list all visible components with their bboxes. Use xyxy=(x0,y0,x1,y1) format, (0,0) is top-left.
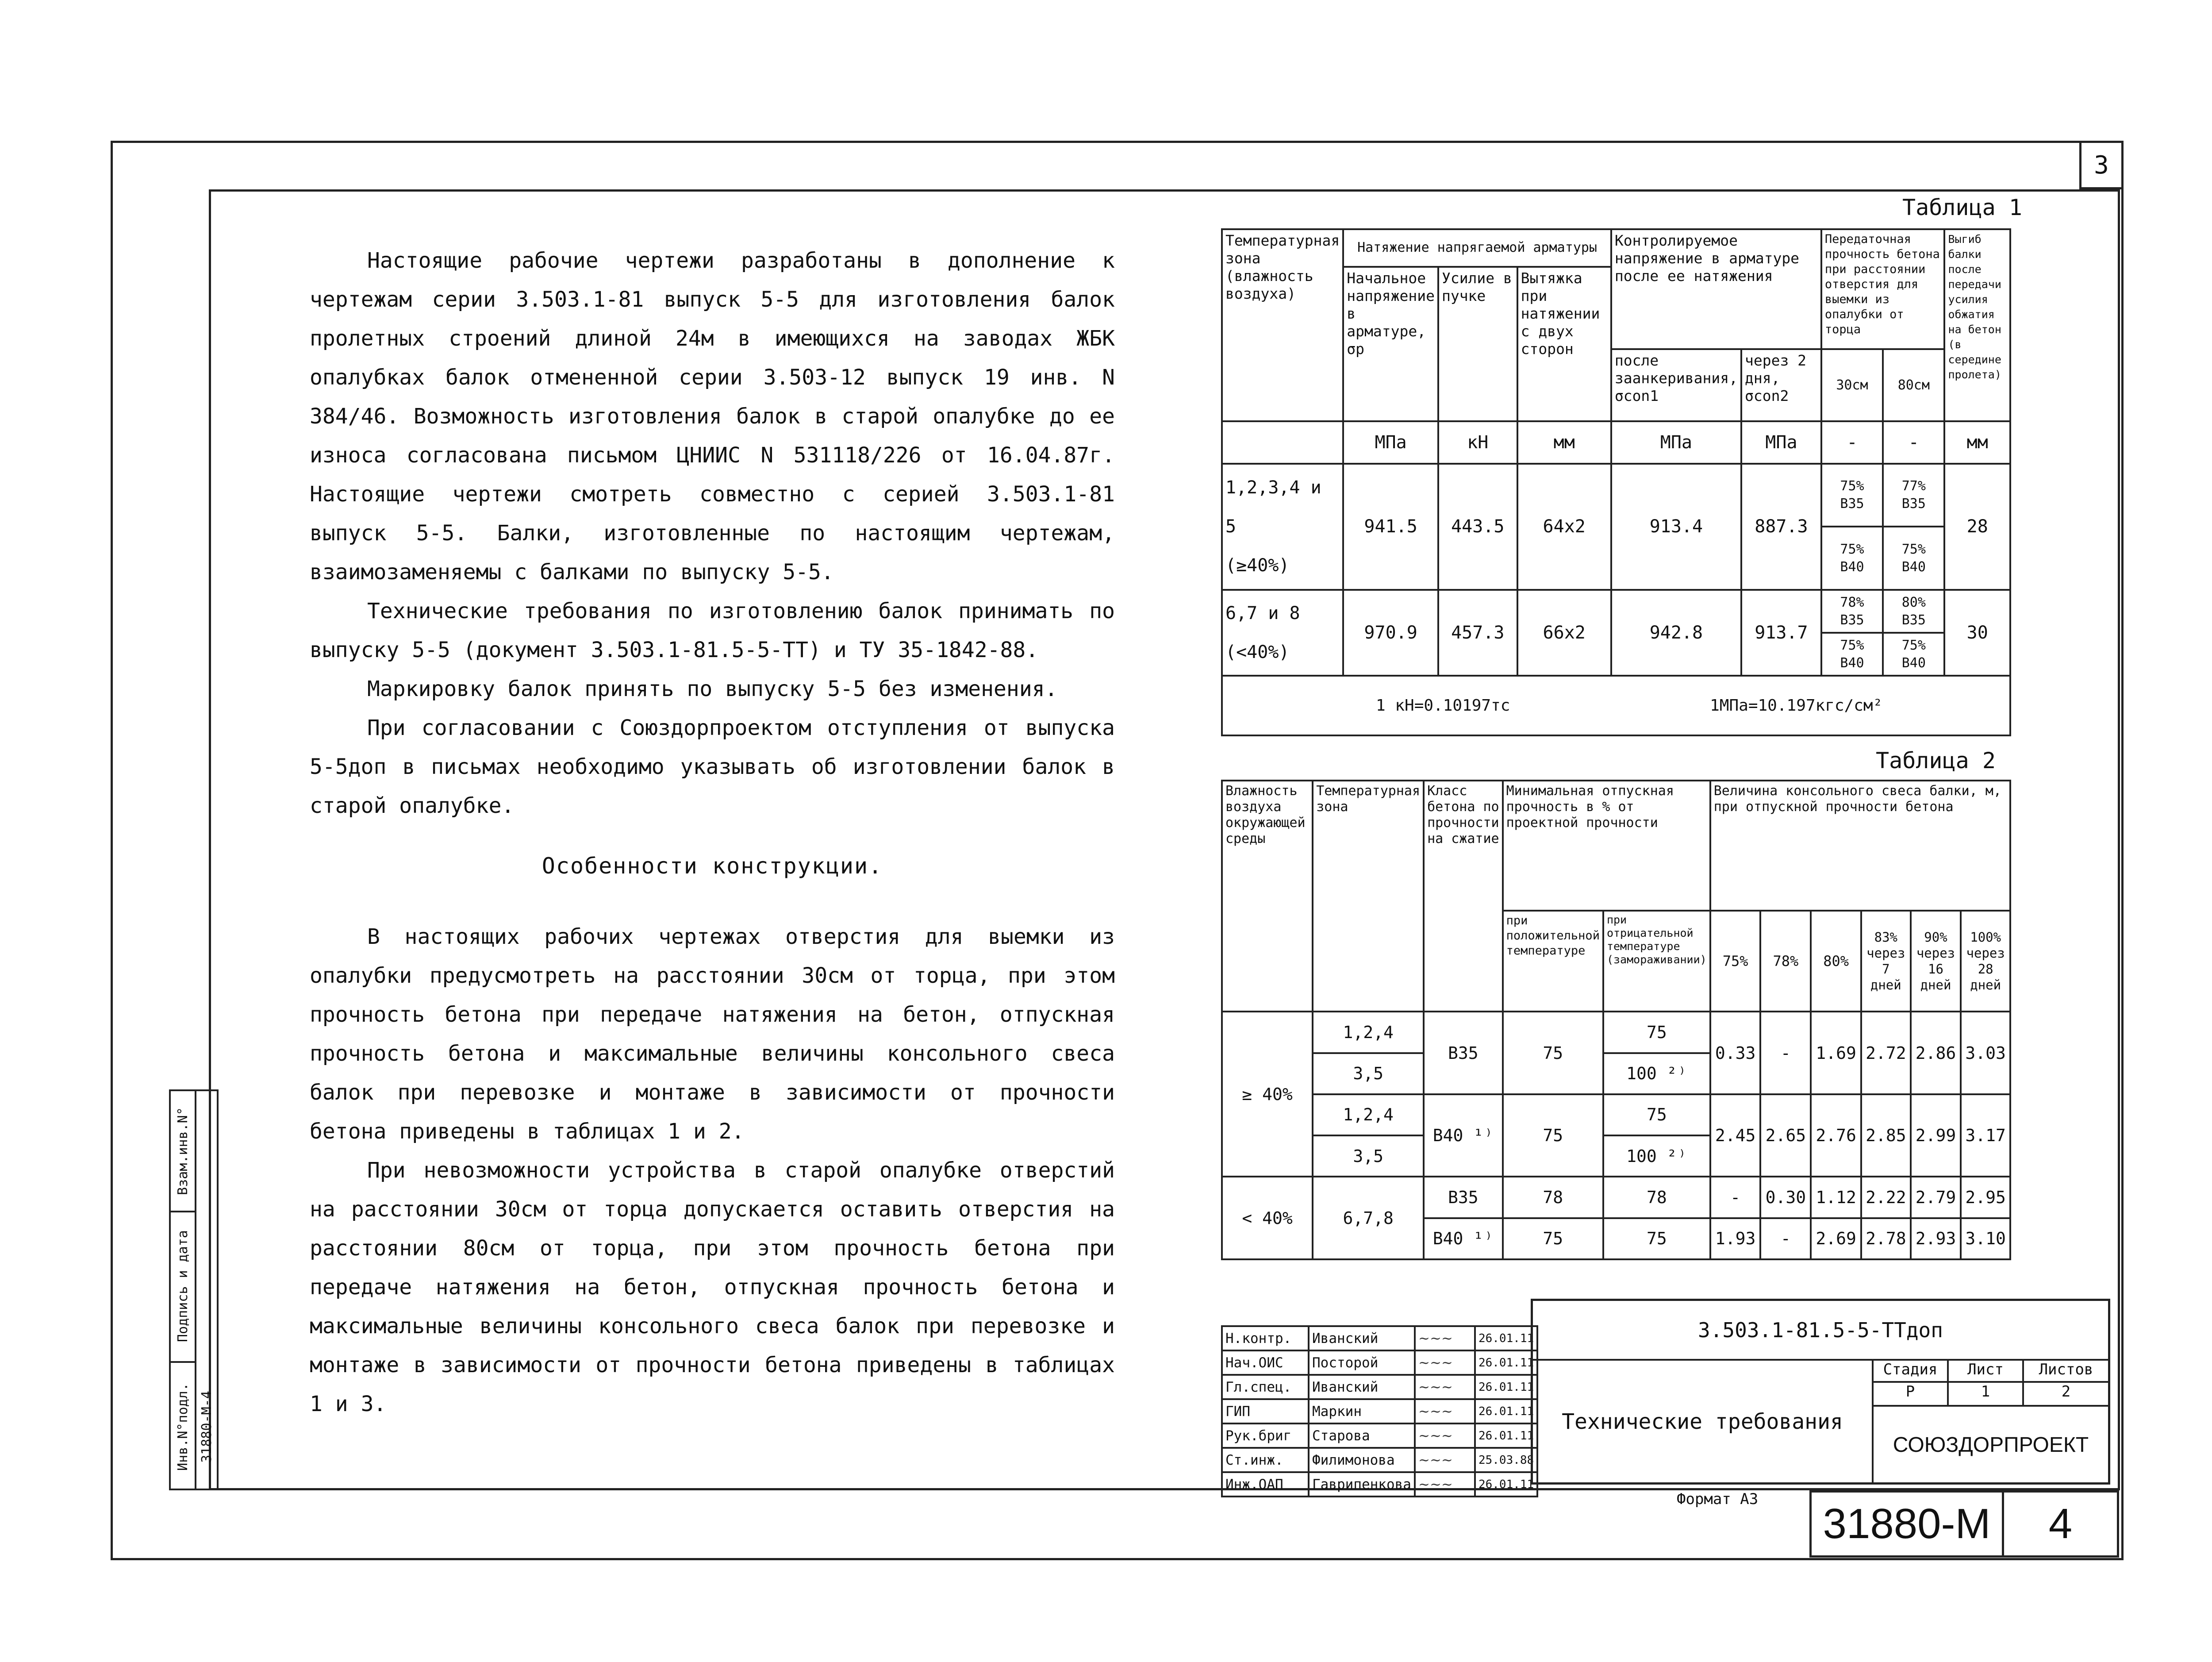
sign-date: 25.03.88 xyxy=(1475,1448,1537,1472)
t2-class: В40 ¹⁾ xyxy=(1424,1094,1503,1177)
t2-header-83: 83% через 7 дней xyxy=(1861,911,1911,1012)
t1-draw: 66x2 xyxy=(1517,590,1611,676)
t1-transfer-80: 77% В35 xyxy=(1883,464,1944,527)
t2-humidity: ≥ 40% xyxy=(1222,1012,1313,1177)
paragraph: В настоящих рабочих чертежах отверстия для выемки из опалубки предусмотреть на расстоянии 30см от торца, при этом прочность бетона при передаче натяжения на бетон, отпускная прочность бетона и максимальные величины консольного свеса балок при перевозке и монтаже в зависимости от прочности бетона приведены в таблицах 1 и 2. xyxy=(310,924,1115,1144)
organization: СОЮЗДОРПРОЕКТ xyxy=(1893,1433,2089,1457)
signer-name: Маркин xyxy=(1309,1399,1415,1423)
t1-header-2days: через 2 дня, σcon2 xyxy=(1741,349,1821,421)
table-row xyxy=(1222,1448,1537,1472)
t2-negative: 100 ²⁾ xyxy=(1603,1135,1710,1177)
t2-negative: 75 xyxy=(1603,1094,1710,1135)
t1-humidity: (≥40%) xyxy=(1225,555,1290,576)
signer-name: Старова xyxy=(1309,1423,1415,1448)
sheets-header: Листов xyxy=(2024,1361,2108,1383)
t1-transfer-30: 75% В40 xyxy=(1821,527,1883,590)
t1-zone: 1,2,3,4 и 5 xyxy=(1225,477,1321,537)
t2-value: 1.12 xyxy=(1811,1177,1861,1218)
table-row xyxy=(1222,1094,2010,1135)
t1-header-force: Усилие в пучке xyxy=(1438,267,1517,422)
signature-mark: ~~~ xyxy=(1415,1399,1475,1423)
stage-header: Стадия xyxy=(1874,1361,1949,1383)
t2-value: 2.93 xyxy=(1911,1218,1961,1259)
table-row xyxy=(1222,590,2010,633)
t2-header-90: 90% через 16 дней xyxy=(1911,911,1961,1012)
t1-force: 457.3 xyxy=(1438,590,1517,676)
table-row xyxy=(1222,1375,1537,1399)
t1-transfer-30: 75% В40 xyxy=(1821,633,1883,676)
t2-class: В35 xyxy=(1424,1177,1503,1218)
stage-value: Р xyxy=(1874,1383,1949,1405)
t2-header-80: 80% xyxy=(1811,911,1861,1012)
t1-header-30: 30см xyxy=(1821,349,1883,421)
t1-header-zone: Температурная зона (влажность воздуха) xyxy=(1222,229,1343,421)
signer-name: Гаврипенкова xyxy=(1309,1472,1415,1497)
table-row xyxy=(1222,1423,1537,1448)
paragraph: Технические требования по изготовлению балок принимать по выпуску 5-5 (документ 3.503.1-81.5-5-ТТ) и ТУ 35-1842-88. xyxy=(310,599,1115,662)
t2-positive: 75 xyxy=(1503,1094,1603,1177)
format-label: Формат А3 xyxy=(1677,1490,1759,1508)
table2-caption: Таблица 2 xyxy=(1876,748,1996,773)
t2-header-class: Класс бетона по прочности на сжатие xyxy=(1424,781,1503,1012)
t2-class: В40 ¹⁾ xyxy=(1424,1218,1503,1259)
signer-role: Нач.ОИС xyxy=(1222,1350,1309,1375)
signer-name: Иванский xyxy=(1309,1326,1415,1350)
t1-header-control: Контролируемое напряжение в арматуре после ее натяжения xyxy=(1611,229,1821,349)
t2-value: 2.69 xyxy=(1811,1218,1861,1259)
t2-value: 0.33 xyxy=(1710,1012,1761,1094)
signer-name: Иванский xyxy=(1309,1375,1415,1399)
archive-number: 31880-М xyxy=(1812,1493,2004,1555)
table-row xyxy=(1222,464,2010,527)
t2-value: - xyxy=(1760,1218,1811,1259)
t2-value: 2.22 xyxy=(1861,1177,1911,1218)
t1-humidity: (<40%) xyxy=(1225,642,1290,663)
sheet-number: 3 xyxy=(2079,141,2124,189)
side-label: Инв.N°подл. xyxy=(175,1382,191,1471)
t2-header-humidity: Влажность воздуха окружающей среды xyxy=(1222,781,1313,1012)
archive-box xyxy=(1809,1490,2119,1558)
body-text xyxy=(310,241,1115,1423)
t1-unit: мм xyxy=(1944,421,2010,463)
signer-role: ГИП xyxy=(1222,1399,1309,1423)
doc-title: Технические требования xyxy=(1533,1361,1874,1482)
sheet-header: Лист xyxy=(1949,1361,2024,1383)
table-row xyxy=(1222,1326,1537,1350)
t2-header-78: 78% xyxy=(1760,911,1811,1012)
t2-positive: 75 xyxy=(1503,1012,1603,1094)
signer-role: Рук.бриг xyxy=(1222,1423,1309,1448)
t2-value: 2.78 xyxy=(1861,1218,1911,1259)
t2-value: 2.45 xyxy=(1710,1094,1761,1177)
table-row xyxy=(1222,1350,1537,1375)
signer-name: Посторой xyxy=(1309,1350,1415,1375)
t1-con1: 942.8 xyxy=(1611,590,1741,676)
signature-mark: ~~~ xyxy=(1415,1448,1475,1472)
signature-mark: ~~~ xyxy=(1415,1375,1475,1399)
t2-header-zone: Температурная зона xyxy=(1313,781,1424,1012)
paragraph: При согласовании с Союздорпроектом отступления от выпуска 5-5доп в письмах необходимо указывать об изготовлении балок в старой опалубке. xyxy=(310,716,1115,818)
t1-unit: МПа xyxy=(1741,421,1821,463)
signature-mark: ~~~ xyxy=(1415,1423,1475,1448)
t1-sigma-p: 941.5 xyxy=(1343,464,1438,590)
signature-mark: ~~~ xyxy=(1415,1472,1475,1497)
t2-value: 0.30 xyxy=(1760,1177,1811,1218)
t2-value: 2.79 xyxy=(1911,1177,1961,1218)
sheets-value: 2 xyxy=(2061,1383,2071,1400)
t2-header-75: 75% xyxy=(1710,911,1761,1012)
t2-value: 2.72 xyxy=(1861,1012,1911,1094)
t1-draw: 64x2 xyxy=(1517,464,1611,590)
signer-role: Ст.инж. xyxy=(1222,1448,1309,1472)
t1-unit: кН xyxy=(1438,421,1517,463)
signature-table xyxy=(1221,1325,1538,1497)
t2-header-positive: при положительной температуре xyxy=(1503,911,1603,1012)
signer-role: Н.контр. xyxy=(1222,1326,1309,1350)
paragraph: Маркировку балок принять по выпуску 5-5 без изменения. xyxy=(367,677,1058,701)
sign-date: 26.01.11 xyxy=(1475,1375,1537,1399)
t1-con2: 887.3 xyxy=(1741,464,1821,590)
page-number: 4 xyxy=(2048,1500,2073,1547)
side-stamp xyxy=(169,1089,219,1490)
title-block xyxy=(1531,1299,2110,1485)
t1-header-initial: Начальное напряжение в арматуре, σp xyxy=(1343,267,1438,422)
side-label: Взам.инв.N° xyxy=(175,1107,191,1195)
doc-code: 3.503.1-81.5-5-ТТдоп xyxy=(1533,1301,2108,1361)
t2-negative: 78 xyxy=(1603,1177,1710,1218)
sign-date: 26.01.11 xyxy=(1475,1472,1537,1497)
sheet-value: 1 xyxy=(1949,1383,2024,1405)
t2-negative: 75 xyxy=(1603,1218,1710,1259)
t2-value: 2.85 xyxy=(1861,1094,1911,1177)
table-row xyxy=(1222,1177,2010,1218)
t1-camber: 30 xyxy=(1944,590,2010,676)
t1-con1: 913.4 xyxy=(1611,464,1741,590)
t1-header-80: 80см xyxy=(1883,349,1944,421)
t2-negative: 75 xyxy=(1603,1012,1710,1053)
t2-zone: 3,5 xyxy=(1313,1135,1424,1177)
t2-value: 2.99 xyxy=(1911,1094,1961,1177)
t1-header-camber: Выгиб балки после передачи усилия обжатия на бетон (в середине пролета) xyxy=(1944,229,2010,421)
t2-humidity: < 40% xyxy=(1222,1177,1313,1259)
t1-transfer-30: 75% В35 xyxy=(1821,464,1883,527)
t2-header-negative: при отрицательной температуре (замораживании) xyxy=(1603,911,1710,1012)
t1-unit: - xyxy=(1883,421,1944,463)
sign-date: 26.01.11 xyxy=(1475,1399,1537,1423)
table-row xyxy=(1222,1012,2010,1053)
paragraph: Настоящие рабочие чертежи разработаны в дополнение к чертежам серии 3.503.1-81 выпуск 5-5 для изготовления балок пролетных строений длиной 24м в имеющихся на заводах ЖБК опалубках балок отмененной серии 3.503-12 выпуск 19 инв. N 384/46. Возможность изготовления балок в старой опалубке до ее износа согласована письмом ЦНИИС N 531118/226 от 16.04.87г. Настоящие чертежи смотреть совместно с серией 3.503.1-81 выпуск 5-5. Балки, изготовленные по настоящим чертежам, взаимозаменяемы с балками по выпуску 5-5. xyxy=(310,248,1115,585)
signer-role: Гл.спец. xyxy=(1222,1375,1309,1399)
table1 xyxy=(1221,228,2011,736)
t2-zone: 1,2,4 xyxy=(1313,1094,1424,1135)
stage-sheet-grid xyxy=(1874,1361,2108,1407)
t2-value: 3.17 xyxy=(1961,1094,2010,1177)
sign-date: 26.01.11 xyxy=(1475,1326,1537,1350)
t2-zone: 6,7,8 xyxy=(1313,1177,1424,1259)
t1-unit: МПа xyxy=(1611,421,1741,463)
t2-positive: 78 xyxy=(1503,1177,1603,1218)
t1-transfer-30: 78% В35 xyxy=(1821,590,1883,633)
paragraph: При невозможности устройства в старой опалубке отверстий на расстоянии 30см от торца допускается оставить отверстия на расстоянии 80см от торца, при этом прочность бетона при передаче натяжения на бетон, отпускная прочность бетона и максимальные величины консольного свеса балок при перевозке и монтаже в зависимости от прочности бетона приведены в таблицах 1 и 3. xyxy=(310,1158,1115,1416)
t2-class: В35 xyxy=(1424,1012,1503,1094)
section-heading: Особенности конструкции. xyxy=(541,853,883,879)
t1-transfer-80: 75% В40 xyxy=(1883,633,1944,676)
t2-value: 1.93 xyxy=(1710,1218,1761,1259)
t2-value: - xyxy=(1760,1012,1811,1094)
t2-value: - xyxy=(1710,1177,1761,1218)
signer-name: Филимонова xyxy=(1309,1448,1415,1472)
t1-unit: - xyxy=(1821,421,1883,463)
table1-caption: Таблица 1 xyxy=(1902,195,2022,220)
t1-con2: 913.7 xyxy=(1741,590,1821,676)
table-row xyxy=(1222,1472,1537,1497)
t2-value: 2.65 xyxy=(1760,1094,1811,1177)
t1-zone: 6,7 и 8 xyxy=(1225,603,1300,624)
t2-value: 2.95 xyxy=(1961,1177,2010,1218)
t1-transfer-80: 80% В35 xyxy=(1883,590,1944,633)
t1-header-after: после заанкеривания, σcon1 xyxy=(1611,349,1741,421)
t1-unit: мм xyxy=(1517,421,1611,463)
t2-zone: 3,5 xyxy=(1313,1053,1424,1094)
signer-role: Инж.ОАП xyxy=(1222,1472,1309,1497)
t1-force: 443.5 xyxy=(1438,464,1517,590)
t2-positive: 75 xyxy=(1503,1218,1603,1259)
t1-header-transfer: Передаточная прочность бетона при расстоянии отверстия для выемки из опалубки от торца xyxy=(1821,229,1945,349)
t2-value: 3.03 xyxy=(1961,1012,2010,1094)
t2-header-value: Величина консольного свеса балки, м, при отпускной прочности бетона xyxy=(1710,781,2010,911)
t2-value: 1.69 xyxy=(1811,1012,1861,1094)
side-label: Подпись и дата xyxy=(175,1230,191,1342)
side-inv-value: 31880-М-4 xyxy=(199,1390,215,1463)
t2-value: 3.10 xyxy=(1961,1218,2010,1259)
table-row xyxy=(1222,1399,1537,1423)
sign-date: 26.01.11 xyxy=(1475,1350,1537,1375)
t2-negative: 100 ²⁾ xyxy=(1603,1053,1710,1094)
t1-transfer-80: 75% В40 xyxy=(1883,527,1944,590)
table2 xyxy=(1221,780,2011,1260)
signature-mark: ~~~ xyxy=(1415,1350,1475,1375)
t2-zone: 1,2,4 xyxy=(1313,1012,1424,1053)
t1-unit: МПа xyxy=(1343,421,1438,463)
t1-sigma-p: 970.9 xyxy=(1343,590,1438,676)
t1-header-draw: Вытяжка при натяжении с двух сторон xyxy=(1517,267,1611,422)
t2-value: 2.76 xyxy=(1811,1094,1861,1177)
sign-date: 26.01.11 xyxy=(1475,1423,1537,1448)
t2-value: 2.86 xyxy=(1911,1012,1961,1094)
t2-header-100: 100% через 28 дней xyxy=(1961,911,2010,1012)
t1-camber: 28 xyxy=(1944,464,2010,590)
t1-header-tension: Натяжение напрягаемой арматуры xyxy=(1343,229,1611,267)
t2-header-min: Минимальная отпускная прочность в % от проектной прочности xyxy=(1503,781,1710,911)
t1-note: 1МПа=10.197кгс/см² xyxy=(1710,696,1883,715)
signature-mark: ~~~ xyxy=(1415,1326,1475,1350)
t1-note: 1 кН=0.10197тс xyxy=(1376,696,1510,715)
